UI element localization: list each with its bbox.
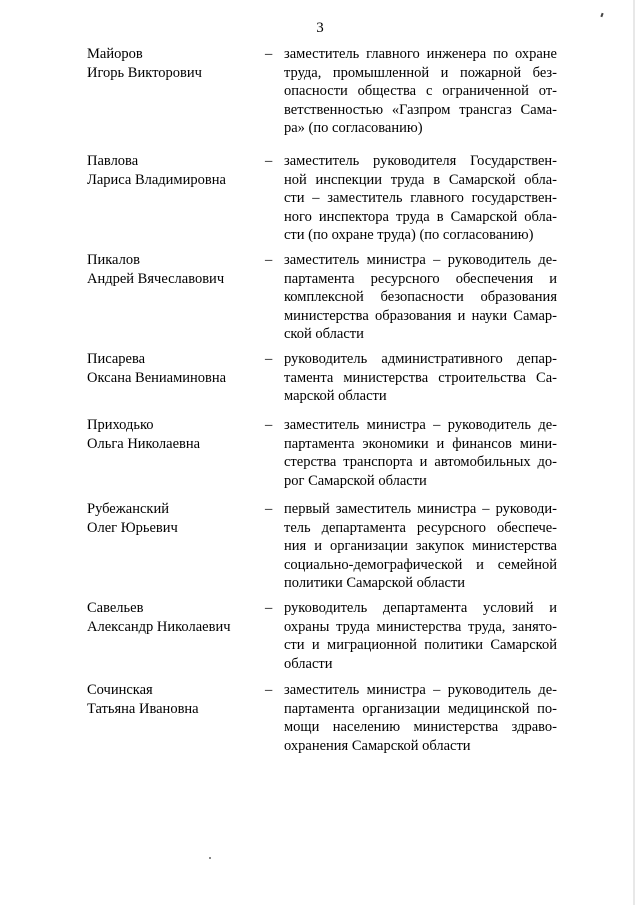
role-line: сти (по охране труда) (по согласованию) <box>284 227 534 244</box>
role-line: охранения Самарской области <box>284 737 471 754</box>
dash-separator: – <box>265 682 273 698</box>
member-list <box>87 45 557 761</box>
member-entry <box>87 681 557 761</box>
member-name <box>87 500 252 537</box>
role-line: тель департамента ресурсного обеспече- <box>284 519 557 536</box>
role-line: ния и организации закупок министерства <box>284 538 557 555</box>
member-surname: Приходько <box>87 417 154 433</box>
role-line: сти – заместитель главного государствен- <box>284 190 557 207</box>
role-line: ра» (по согласованию) <box>284 120 423 137</box>
member-role <box>284 416 557 490</box>
role-line: тамента министерства строительства Са- <box>284 369 557 386</box>
role-line: политики Самарской области <box>284 575 466 592</box>
member-name <box>87 681 252 718</box>
member-surname: Писарева <box>87 351 146 367</box>
member-role <box>284 599 557 673</box>
member-role <box>284 681 557 755</box>
role-line: сти и миграционной политики Самарской <box>284 637 557 654</box>
role-line: области <box>284 655 333 672</box>
role-line: ной инспекции труда в Самарской обла- <box>284 171 557 188</box>
role-line: партамента организации медицинской по- <box>284 700 557 717</box>
scan-speck <box>209 857 211 859</box>
member-role <box>284 500 557 593</box>
role-line: министерства образования и науки Самар- <box>284 307 557 324</box>
role-line: стерства транспорта и автомобильных до- <box>284 454 557 471</box>
role-line: партамента ресурсного обеспечения и <box>284 270 557 287</box>
member-surname: Рубежанский <box>87 501 169 517</box>
member-entry <box>87 152 557 251</box>
scan-speck <box>633 0 635 905</box>
member-surname: Павлова <box>87 153 139 169</box>
role-line: заместитель министра – руководитель де- <box>284 682 557 698</box>
role-line: заместитель министра – руководитель де- <box>284 252 557 268</box>
member-given-names: Татьяна Ивановна <box>87 700 199 717</box>
member-role <box>284 251 557 344</box>
role-line: рог Самарской области <box>284 472 427 489</box>
role-line: опасности общества с ограниченной от- <box>284 83 557 100</box>
member-given-names: Александр Николаевич <box>87 618 231 635</box>
page-number: 3 <box>316 20 324 36</box>
role-line: социально-демографической и семейной <box>284 556 557 573</box>
role-line: охраны труда министерства труда, занято- <box>284 618 557 635</box>
role-line: заместитель министра – руководитель де- <box>284 417 557 433</box>
member-name <box>87 599 252 636</box>
member-entry <box>87 599 557 681</box>
member-role <box>284 350 557 406</box>
member-surname: Пикалов <box>87 252 140 268</box>
member-surname: Савельев <box>87 600 144 616</box>
dash-separator: – <box>265 600 273 616</box>
role-line: мощи населению министерства здраво- <box>284 719 557 736</box>
member-entry <box>87 500 557 599</box>
member-name <box>87 251 252 288</box>
dash-separator: – <box>265 351 273 367</box>
role-line: руководитель административного депар- <box>284 351 557 367</box>
member-role <box>284 152 557 245</box>
role-line: труда, промышленной и пожарной без- <box>284 64 557 81</box>
role-line: заместитель главного инженера по охране <box>284 46 557 62</box>
role-line: руководитель департамента условий и <box>284 600 557 616</box>
member-entry <box>87 350 557 416</box>
member-given-names: Ольга Николаевна <box>87 435 201 452</box>
dash-separator: – <box>265 153 273 169</box>
dash-separator: – <box>265 501 273 517</box>
member-entry <box>87 251 557 350</box>
member-name <box>87 45 252 82</box>
member-name <box>87 416 252 453</box>
member-given-names: Олег Юрьевич <box>87 519 178 536</box>
member-entry <box>87 45 557 152</box>
member-name <box>87 350 252 387</box>
role-line: комплексной безопасности образования <box>284 289 557 306</box>
dash-separator: – <box>265 417 273 433</box>
role-line: ской области <box>284 326 364 343</box>
role-line: ветственностью «Газпром трансгаз Сама- <box>284 101 557 118</box>
member-surname: Сочинская <box>87 682 153 698</box>
member-surname: Майоров <box>87 46 143 62</box>
role-line: партамента экономики и финансов мини- <box>284 435 557 452</box>
member-given-names: Игорь Викторович <box>87 64 202 81</box>
dash-separator: – <box>265 252 273 268</box>
role-line: первый заместитель министра – руководи- <box>284 501 557 517</box>
role-line: заместитель руководителя Государствен- <box>284 153 557 169</box>
role-line: ного инспектора труда в Самарской обла- <box>284 208 557 225</box>
member-given-names: Андрей Вячеславович <box>87 270 225 287</box>
dash-separator: – <box>265 46 273 62</box>
member-given-names: Лариса Владимировна <box>87 171 226 188</box>
member-name <box>87 152 252 189</box>
scan-speck <box>600 13 603 17</box>
member-entry <box>87 416 557 500</box>
member-role <box>284 45 557 138</box>
member-given-names: Оксана Вениаминовна <box>87 369 227 386</box>
role-line: марской области <box>284 388 387 405</box>
